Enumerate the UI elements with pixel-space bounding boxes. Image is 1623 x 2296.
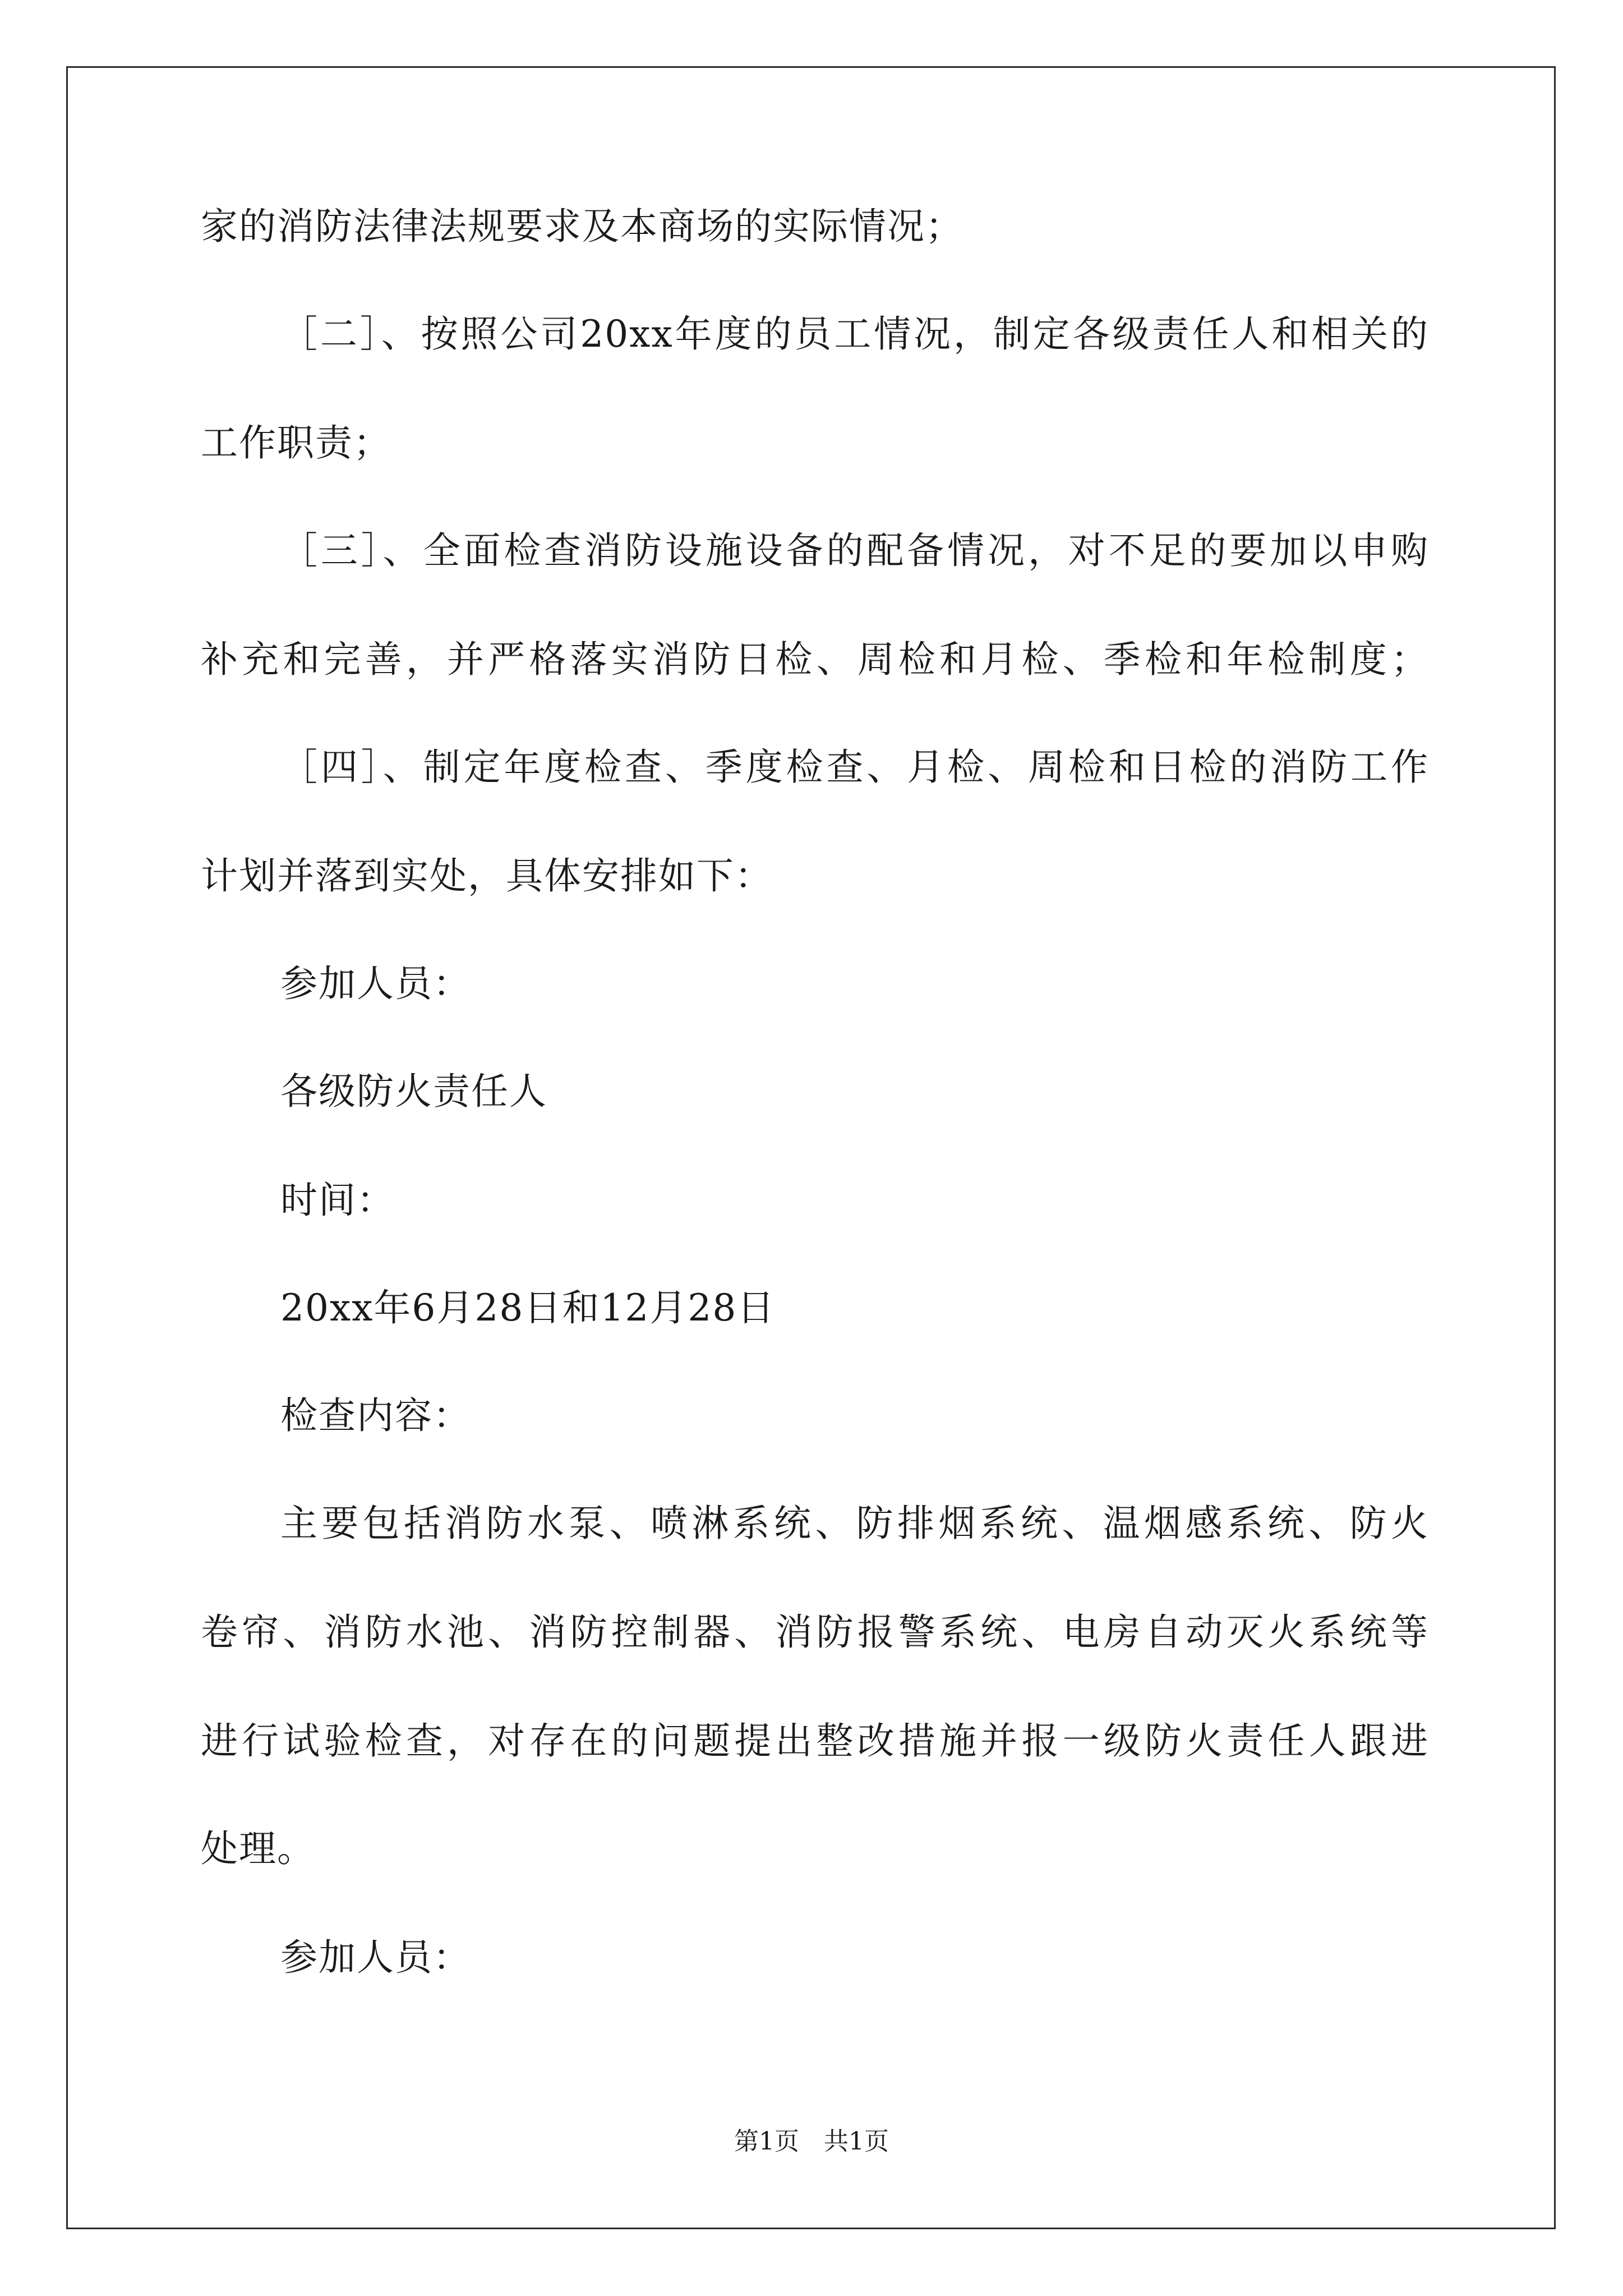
text-line-16: 处理。 bbox=[201, 1827, 315, 1870]
page-number-footer: 第1页 共1页 bbox=[734, 2127, 889, 2156]
text-line-14: 卷帘、消防水池、消防控制器、消防报警系统、电房自动灭火系统等 bbox=[201, 1611, 1429, 1654]
text-line-12: 检查内容： bbox=[280, 1394, 471, 1437]
text-line-8: 参加人员： bbox=[280, 962, 471, 1005]
text-line-5: 补充和完善，并严格落实消防日检、周检和月检、季检和年检制度； bbox=[201, 638, 1429, 681]
text-line-17: 参加人员： bbox=[280, 1936, 471, 1979]
text-line-11: 20xx年6月28日和12月28日 bbox=[280, 1286, 776, 1329]
text-line-10: 时间： bbox=[280, 1179, 395, 1222]
text-line-9: 各级防火责任人 bbox=[280, 1070, 547, 1113]
text-line-6: ［四］、制定年度检查、季度检查、月检、周检和日检的消防工作 bbox=[280, 746, 1429, 789]
text-line-4: ［三］、全面检查消防设施设备的配备情况，对不足的要加以申购 bbox=[280, 529, 1429, 572]
text-line-7: 计划并落到实处，具体安排如下： bbox=[201, 854, 773, 898]
text-line-13: 主要包括消防水泵、喷淋系统、防排烟系统、温烟感系统、防火 bbox=[280, 1502, 1429, 1545]
text-line-3: 工作职责； bbox=[201, 421, 391, 464]
text-line-1: 家的消防法律法规要求及本商场的实际情况； bbox=[201, 205, 963, 248]
page-border bbox=[66, 66, 1556, 2229]
text-line-15: 进行试验检查，对存在的问题提出整改措施并报一级防火责任人跟进 bbox=[201, 1719, 1429, 1763]
text-line-2: ［二］、按照公司20xx年度的员工情况，制定各级责任人和相关的 bbox=[280, 312, 1429, 356]
